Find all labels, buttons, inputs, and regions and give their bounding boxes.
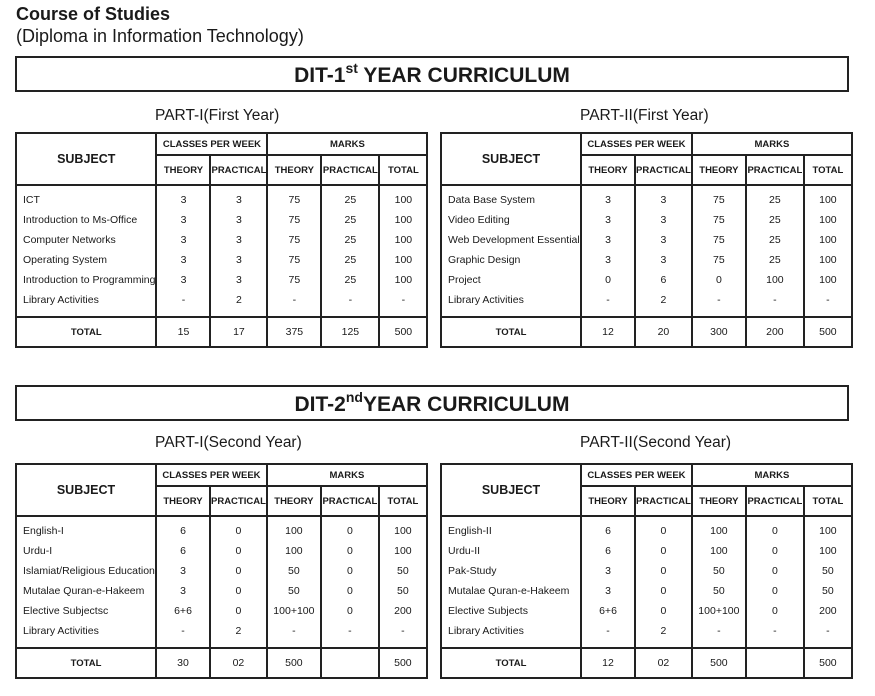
table-cell: 100 xyxy=(267,541,321,561)
subject-name: Mutalae Quran-e-Hakeem xyxy=(16,581,156,601)
subject-name: Graphic Design xyxy=(441,250,581,270)
curriculum-table xyxy=(15,463,428,679)
table-cell: 75 xyxy=(267,250,321,270)
table-row xyxy=(16,250,427,270)
table-cell: 75 xyxy=(267,270,321,290)
table-cell: 25 xyxy=(321,210,379,230)
subject-name: Mutalae Quran-e-Hakeem xyxy=(441,581,581,601)
total-header: TOTAL xyxy=(804,486,852,516)
practical-header: PRACTICAL xyxy=(635,486,692,516)
table-cell: 3 xyxy=(210,270,267,290)
table-cell: 100 xyxy=(692,516,746,541)
subject-name: Introduction to Ms-Office xyxy=(16,210,156,230)
total-cell: 500 xyxy=(267,648,321,678)
banner-tail: YEAR CURRICULUM xyxy=(362,393,570,416)
table-cell: 0 xyxy=(746,581,804,601)
marks-header: MARKS xyxy=(267,133,427,155)
table-cell: - xyxy=(321,621,379,648)
table-cell: - xyxy=(692,290,746,317)
subject-header: SUBJECT xyxy=(441,133,581,185)
part-title: PART-I(First Year) xyxy=(155,107,280,124)
table-cell: 75 xyxy=(267,210,321,230)
table-cell: 25 xyxy=(321,250,379,270)
table-cell: 100 xyxy=(379,185,427,210)
table-cell: 25 xyxy=(321,185,379,210)
total-row xyxy=(16,648,427,678)
table-cell: 50 xyxy=(267,581,321,601)
table-cell: 0 xyxy=(692,270,746,290)
table-cell: 100 xyxy=(379,541,427,561)
table-row xyxy=(441,230,852,250)
table-cell: 25 xyxy=(746,185,804,210)
table-cell: 3 xyxy=(210,230,267,250)
document-title: Course of Studies xyxy=(16,4,171,24)
table-row xyxy=(441,581,852,601)
total-cell: 500 xyxy=(692,648,746,678)
table-cell: 0 xyxy=(635,581,692,601)
table-cell: - xyxy=(804,290,852,317)
total-cell: 125 xyxy=(321,317,379,347)
subject-name: English-I xyxy=(16,516,156,541)
subject-name: Urdu-I xyxy=(16,541,156,561)
classes-per-week-header: CLASSES PER WEEK xyxy=(581,133,692,155)
subject-name: Project xyxy=(441,270,581,290)
year-banner xyxy=(15,56,849,92)
table-cell: - xyxy=(581,621,635,648)
table-cell: 50 xyxy=(804,581,852,601)
subject-name: Operating System xyxy=(16,250,156,270)
table-cell: - xyxy=(267,290,321,317)
table-cell: 6 xyxy=(581,516,635,541)
table-cell: 3 xyxy=(581,250,635,270)
total-cell: 02 xyxy=(635,648,692,678)
table-cell: 0 xyxy=(746,516,804,541)
subject-name: Library Activities xyxy=(441,290,581,317)
table-cell: 75 xyxy=(692,210,746,230)
total-cell: 200 xyxy=(746,317,804,347)
subject-name: Library Activities xyxy=(16,290,156,317)
table-cell: 75 xyxy=(692,185,746,210)
table-cell: 75 xyxy=(267,230,321,250)
table-row xyxy=(441,250,852,270)
table-cell: 100 xyxy=(804,250,852,270)
curriculum-table xyxy=(440,463,853,679)
table-cell: 50 xyxy=(692,581,746,601)
marks-practical-header: PRACTICAL xyxy=(321,486,379,516)
subject-name: Data Base System xyxy=(441,185,581,210)
table-cell: 100 xyxy=(379,270,427,290)
table-cell: 3 xyxy=(156,270,210,290)
table-cell: 3 xyxy=(210,250,267,270)
table-cell: 2 xyxy=(210,621,267,648)
table-cell: 0 xyxy=(210,601,267,621)
table-cell: 25 xyxy=(321,230,379,250)
table-cell: 50 xyxy=(379,581,427,601)
table-cell: - xyxy=(156,621,210,648)
table-cell: 100 xyxy=(804,541,852,561)
subject-header: SUBJECT xyxy=(441,464,581,516)
table-cell: 50 xyxy=(267,561,321,581)
table-cell: - xyxy=(692,621,746,648)
table-cell: 6+6 xyxy=(156,601,210,621)
table-cell: 0 xyxy=(746,561,804,581)
table-row xyxy=(441,516,852,541)
table-cell: - xyxy=(321,290,379,317)
subject-name: Introduction to Programming xyxy=(16,270,156,290)
table-cell: 3 xyxy=(156,250,210,270)
table-row xyxy=(16,270,427,290)
part-title: PART-II(First Year) xyxy=(580,107,709,124)
table-cell: 6 xyxy=(635,270,692,290)
table-row xyxy=(16,561,427,581)
table-cell: 6 xyxy=(581,541,635,561)
table-cell: 100 xyxy=(804,270,852,290)
theory-header: THEORY xyxy=(581,486,635,516)
table-cell: - xyxy=(379,621,427,648)
table-row xyxy=(16,516,427,541)
total-cell: 500 xyxy=(804,648,852,678)
table-cell: 0 xyxy=(581,270,635,290)
table-cell: 75 xyxy=(692,250,746,270)
table-cell: 3 xyxy=(156,210,210,230)
table-cell: 3 xyxy=(635,250,692,270)
table-cell: 2 xyxy=(635,290,692,317)
practical-header: PRACTICAL xyxy=(210,155,267,185)
table-cell: 200 xyxy=(804,601,852,621)
table-cell: 3 xyxy=(156,561,210,581)
table-cell: 75 xyxy=(692,230,746,250)
table-row xyxy=(441,270,852,290)
table-cell: 6 xyxy=(156,541,210,561)
table-cell: 0 xyxy=(635,541,692,561)
table-row xyxy=(441,290,852,317)
table-cell: 25 xyxy=(746,230,804,250)
table-cell: 0 xyxy=(321,541,379,561)
marks-practical-header: PRACTICAL xyxy=(746,486,804,516)
table-cell: 3 xyxy=(210,210,267,230)
table-row xyxy=(441,621,852,648)
table-cell: - xyxy=(267,621,321,648)
table-cell: 0 xyxy=(321,581,379,601)
subject-name: English-II xyxy=(441,516,581,541)
table-cell: 3 xyxy=(635,230,692,250)
total-header: TOTAL xyxy=(379,155,427,185)
total-row xyxy=(441,317,852,347)
table-cell: 2 xyxy=(210,290,267,317)
table-row xyxy=(441,185,852,210)
classes-per-week-header: CLASSES PER WEEK xyxy=(156,464,267,486)
part-title: PART-II(Second Year) xyxy=(580,434,732,451)
classes-per-week-header: CLASSES PER WEEK xyxy=(581,464,692,486)
table-row xyxy=(441,561,852,581)
theory-header: THEORY xyxy=(156,486,210,516)
marks-practical-header: PRACTICAL xyxy=(321,155,379,185)
total-header: TOTAL xyxy=(379,486,427,516)
marks-theory-header: THEORY xyxy=(692,486,746,516)
marks-theory-header: THEORY xyxy=(692,155,746,185)
table-row xyxy=(16,601,427,621)
table-cell: 2 xyxy=(635,621,692,648)
table-cell: 3 xyxy=(210,185,267,210)
table-cell: 3 xyxy=(635,210,692,230)
banner-main: DIT-1 xyxy=(294,64,346,87)
subject-name: Islamiat/Religious Education xyxy=(16,561,156,581)
total-cell xyxy=(746,648,804,678)
table-cell: 3 xyxy=(635,185,692,210)
subject-name: Video Editing xyxy=(441,210,581,230)
table-cell: 0 xyxy=(321,561,379,581)
total-label: TOTAL xyxy=(441,648,581,678)
marks-practical-header: PRACTICAL xyxy=(746,155,804,185)
practical-header: PRACTICAL xyxy=(210,486,267,516)
marks-header: MARKS xyxy=(267,464,427,486)
total-row xyxy=(441,648,852,678)
table-cell: - xyxy=(379,290,427,317)
total-cell: 500 xyxy=(379,648,427,678)
table-cell: 0 xyxy=(746,541,804,561)
table-cell: 0 xyxy=(746,601,804,621)
table-cell: - xyxy=(746,621,804,648)
subject-header: SUBJECT xyxy=(16,464,156,516)
table-cell: 100+100 xyxy=(267,601,321,621)
table-cell: 0 xyxy=(635,601,692,621)
subject-name: Elective Subjectsc xyxy=(16,601,156,621)
table-row xyxy=(16,185,427,210)
subject-header: SUBJECT xyxy=(16,133,156,185)
marks-header: MARKS xyxy=(692,133,852,155)
subject-name: Elective Subjects xyxy=(441,601,581,621)
table-cell: 50 xyxy=(692,561,746,581)
table-cell: 100 xyxy=(804,210,852,230)
table-cell: 100 xyxy=(804,230,852,250)
practical-header: PRACTICAL xyxy=(635,155,692,185)
table-cell: 3 xyxy=(156,581,210,601)
total-cell: 17 xyxy=(210,317,267,347)
table-cell: 75 xyxy=(267,185,321,210)
total-row xyxy=(16,317,427,347)
marks-theory-header: THEORY xyxy=(267,155,321,185)
subject-name: Web Development Essential xyxy=(441,230,581,250)
total-cell xyxy=(321,648,379,678)
table-cell: 25 xyxy=(746,210,804,230)
curriculum-table xyxy=(440,132,853,348)
total-cell: 12 xyxy=(581,317,635,347)
table-cell: 100 xyxy=(379,516,427,541)
table-cell: 0 xyxy=(321,601,379,621)
table-cell: 0 xyxy=(635,561,692,581)
subject-name: ICT xyxy=(16,185,156,210)
table-cell: 25 xyxy=(746,250,804,270)
banner-main: DIT-2 xyxy=(294,393,346,416)
marks-header: MARKS xyxy=(692,464,852,486)
total-label: TOTAL xyxy=(16,648,156,678)
table-cell: - xyxy=(581,290,635,317)
marks-theory-header: THEORY xyxy=(267,486,321,516)
table-row xyxy=(16,621,427,648)
table-cell: 6+6 xyxy=(581,601,635,621)
part-title: PART-I(Second Year) xyxy=(155,434,302,451)
table-cell: 100+100 xyxy=(692,601,746,621)
banner-superscript: st xyxy=(345,60,358,76)
total-cell: 02 xyxy=(210,648,267,678)
total-cell: 300 xyxy=(692,317,746,347)
banner-superscript: nd xyxy=(345,389,363,405)
table-cell: 50 xyxy=(804,561,852,581)
table-cell: 200 xyxy=(379,601,427,621)
table-cell: 100 xyxy=(379,250,427,270)
table-cell: 50 xyxy=(379,561,427,581)
table-cell: 3 xyxy=(581,230,635,250)
table-cell: - xyxy=(746,290,804,317)
table-cell: 100 xyxy=(379,230,427,250)
classes-per-week-header: CLASSES PER WEEK xyxy=(156,133,267,155)
total-cell: 12 xyxy=(581,648,635,678)
table-row xyxy=(16,290,427,317)
table-cell: 100 xyxy=(804,516,852,541)
total-header: TOTAL xyxy=(804,155,852,185)
table-row xyxy=(16,541,427,561)
table-cell: 0 xyxy=(210,516,267,541)
table-row xyxy=(441,601,852,621)
table-row xyxy=(16,581,427,601)
table-cell: 100 xyxy=(379,210,427,230)
table-cell: 0 xyxy=(210,561,267,581)
year-banner xyxy=(15,385,849,421)
total-cell: 500 xyxy=(379,317,427,347)
banner-tail: YEAR CURRICULUM xyxy=(357,64,570,87)
subject-name: Library Activities xyxy=(16,621,156,648)
table-cell: 3 xyxy=(581,210,635,230)
table-cell: 6 xyxy=(156,516,210,541)
total-cell: 30 xyxy=(156,648,210,678)
table-cell: 0 xyxy=(321,516,379,541)
table-cell: 3 xyxy=(156,230,210,250)
table-cell: 3 xyxy=(581,581,635,601)
subject-name: Urdu-II xyxy=(441,541,581,561)
total-label: TOTAL xyxy=(16,317,156,347)
theory-header: THEORY xyxy=(581,155,635,185)
subject-name: Pak-Study xyxy=(441,561,581,581)
table-cell: - xyxy=(156,290,210,317)
table-cell: 0 xyxy=(210,581,267,601)
curriculum-table xyxy=(15,132,428,348)
table-cell: - xyxy=(804,621,852,648)
table-cell: 100 xyxy=(267,516,321,541)
subject-name: Computer Networks xyxy=(16,230,156,250)
subject-name: Library Activities xyxy=(441,621,581,648)
table-row xyxy=(16,210,427,230)
table-row xyxy=(16,230,427,250)
table-row xyxy=(441,541,852,561)
table-cell: 3 xyxy=(581,561,635,581)
total-label: TOTAL xyxy=(441,317,581,347)
total-cell: 500 xyxy=(804,317,852,347)
table-cell: 0 xyxy=(210,541,267,561)
theory-header: THEORY xyxy=(156,155,210,185)
total-cell: 375 xyxy=(267,317,321,347)
table-cell: 100 xyxy=(692,541,746,561)
table-row xyxy=(441,210,852,230)
total-cell: 15 xyxy=(156,317,210,347)
table-cell: 100 xyxy=(746,270,804,290)
table-cell: 100 xyxy=(804,185,852,210)
total-cell: 20 xyxy=(635,317,692,347)
table-cell: 25 xyxy=(321,270,379,290)
document-subtitle: (Diploma in Information Technology) xyxy=(16,26,304,46)
table-cell: 0 xyxy=(635,516,692,541)
table-cell: 3 xyxy=(581,185,635,210)
table-cell: 3 xyxy=(156,185,210,210)
